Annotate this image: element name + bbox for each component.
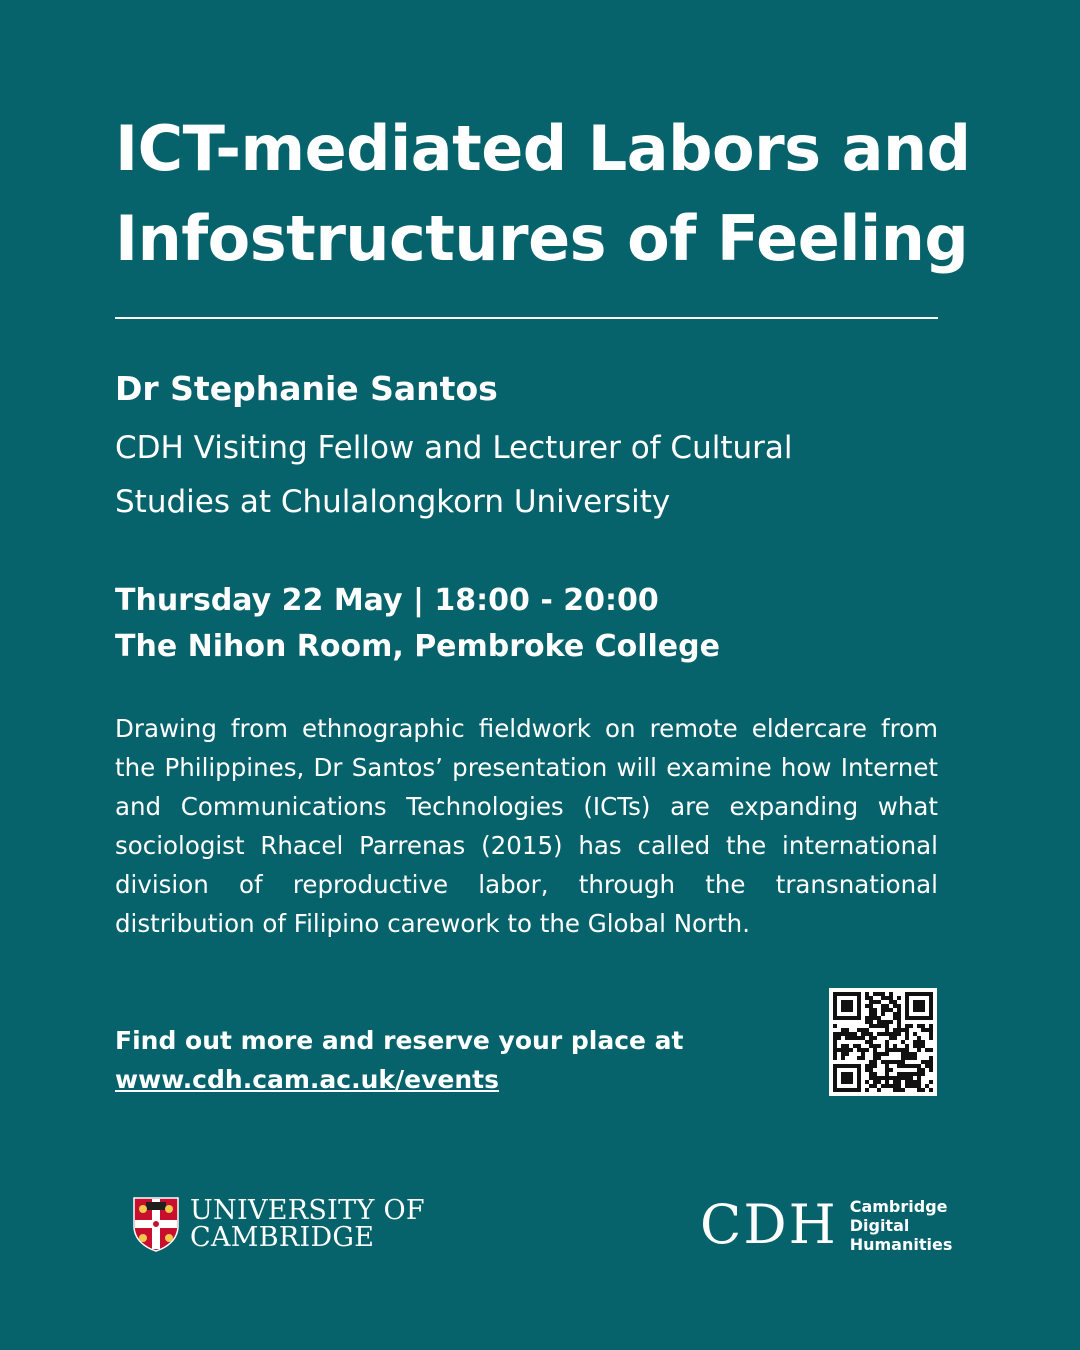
call-to-action-text: Find out more and reserve your place at: [115, 1026, 684, 1055]
title-divider: [115, 317, 938, 319]
event-date-time: Thursday 22 May | 18:00 - 20:00: [115, 583, 659, 618]
speaker-role: [115, 421, 965, 529]
event-description: Drawing from ethnographic fieldwork on remote eldercare from the Philippines, Dr Santos’ presentation will examine how Internet and Communications Technologies (ICTs) are expanding what sociologist Rhacel Parrenas (2015) has called the international division of reproductive labor, through the transnational distribution of Filipino carework to the Global North.: [115, 714, 938, 938]
event-title-line-2: Infostructures of Feeling: [115, 202, 969, 275]
cambridge-wordmark-line-1: UNIVERSITY OF: [190, 1195, 425, 1226]
cambridge-digital-humanities-logo: [700, 1193, 953, 1256]
cdh-wordmark-line-1: Cambridge: [849, 1196, 948, 1216]
events-link[interactable]: www.cdh.cam.ac.uk/events: [115, 1065, 500, 1094]
speaker-name: Dr Stephanie Santos: [115, 369, 498, 408]
speaker-role-line-1: CDH Visiting Fellow and Lecturer of Cultural: [115, 430, 793, 466]
cdh-wordmark-line-2: Digital: [849, 1215, 910, 1235]
cambridge-wordmark: [190, 1197, 425, 1251]
event-venue: The Nihon Room, Pembroke College: [115, 629, 720, 664]
event-title: [115, 104, 975, 284]
cdh-wordmark-line-3: Humanities: [849, 1234, 953, 1254]
cambridge-wordmark-line-2: CAMBRIDGE: [190, 1222, 375, 1253]
cdh-wordmark: [850, 1197, 953, 1254]
call-to-action: [115, 1021, 684, 1099]
speaker-role-line-2: Studies at Chulalongkorn University: [115, 484, 671, 520]
university-of-cambridge-logo: [132, 1196, 425, 1252]
cdh-mark: CDH: [700, 1193, 838, 1256]
event-title-line-1: ICT-mediated Labors and: [115, 112, 971, 185]
cambridge-crest-icon: [132, 1196, 180, 1252]
qr-code-icon[interactable]: [829, 988, 937, 1096]
